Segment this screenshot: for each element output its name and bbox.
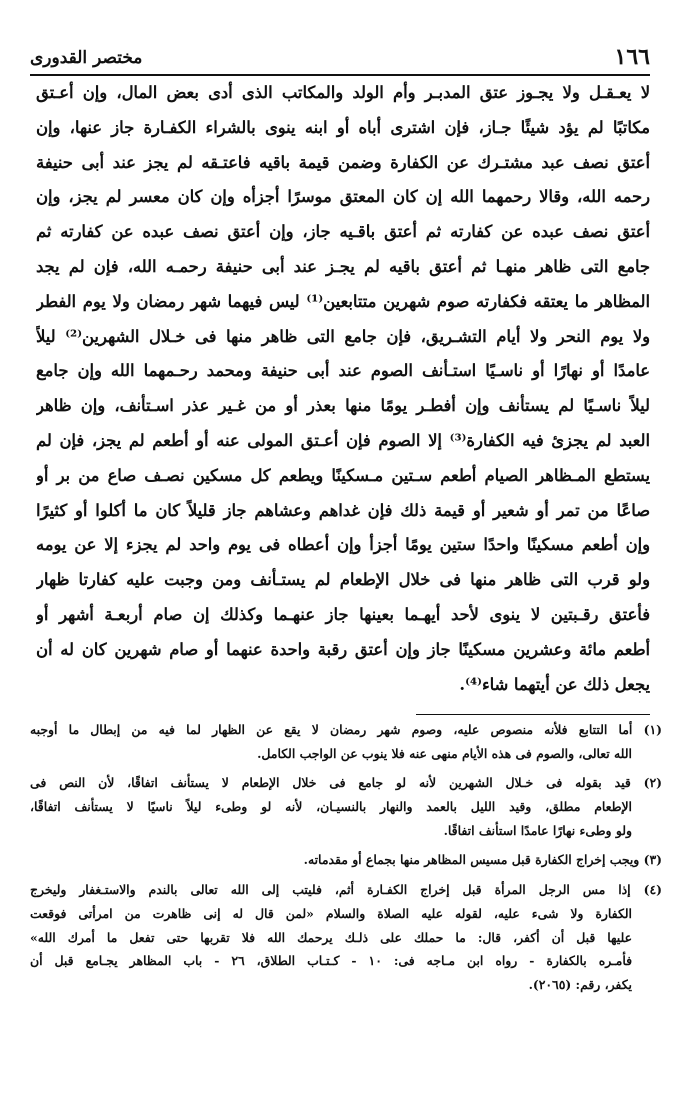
text-line: يجعل ذلك عن أيتهما شاء⁽⁴⁾.	[459, 674, 650, 694]
footnote-line: (٢) قيد بقوله فى خـلال الشهرين لأنه لو جامع فى خلال الإطعام لا يستأنف اتفاقًا، لأن النص فى	[30, 775, 662, 791]
footnote-line: الله تعالى، والصوم فى هذه الأيام منهى عنه فلا ينوب عن الواجب الكامل.	[257, 745, 632, 761]
footnote-line: ولو وطىء نهارًا عامدًا استأنف اتفاقًا.	[443, 822, 632, 838]
page-number: ١٦٦	[614, 44, 650, 70]
text-line: صاعًا من تمر أو شعير أو قيمة ذلك فإن غداهم وعشاهم جاز قليلاً كان ما أكلوا أو كثيرًا	[36, 500, 650, 520]
footnotes	[30, 718, 662, 1003]
text-line: ليلاً ناسـيًا لم يستأنف وإن أفطـر يومًا منها بعذر أو من غـير عذر اسـتأنف، وإن ظاهر	[36, 396, 650, 416]
footnote-4	[30, 878, 662, 996]
text-line: جامع التى ظاهر منهـا ثم أعتق باقيه لم يجـز عند أبى حنيفة رحمـه الله، فإن لم يجد	[36, 256, 650, 276]
text-line: وإن أطعم مسكينًا واحدًا ستين يومًا أجزأ وإن أعطاه فى يوم واحد لم يجزء إلا عن يومه	[36, 535, 650, 555]
text-line: أعتق نصف عبد مشتـرك عن الكفارة وضمن قيمة باقيه فاعتـقه لم يجز عند أبى حنيفة	[36, 152, 650, 172]
running-title: مختصر القدورى	[30, 48, 143, 68]
text-line: ولا يوم النحر ولا أيام التشـريق، فإن جامع التى ظاهر منها فى خـلال الشهرين⁽²⁾ ليلاً	[36, 326, 650, 346]
footnote-line: عليها قبل أن أكفر، قال: ما حملك على ذلـك يرحمك الله فلا تقربها حتى تفعل ما أمرك الله»	[30, 929, 632, 945]
text-line: أطعم مائة وعشرين مسكينًا جاز وإن أعتق رقبة واحدة عنهما أو صام شهرين كان له أن	[36, 639, 650, 659]
text-line: رحمه الله، وقالا رحمهما الله إن كان المعتق موسرًا أجزأه وإن كان معسر لم يجز، وإن	[36, 187, 650, 207]
main-text	[36, 76, 650, 702]
text-line: فأعتق رقـبتين لا ينوى لأحد أيهـما بعينها جاز عنهـما وكذلك إن صام أربعـة أشهر أو	[36, 604, 650, 624]
footnote-line: الإطعام مطلق، وقيد الليل بالعمد والنهار بالنسيـان، لأنه لو وطىء ليلاً ناسيًا لا يستأنف اتفاقًا،	[30, 799, 632, 815]
footnote-line: فأمـره بالكفارة - رواه ابن مـاجه فى: ١٠ - كـتـاب الطلاق، ٢٦ - باب المظاهر يجـامع قبل أن	[30, 953, 633, 969]
text-line: يستطع المـظاهر الصيام أطعم سـتين مـسكينًا ويطعم كل مسكين نصـف صاع من بر أو	[36, 465, 650, 485]
footnote-line: (١) أما التتابع فلأنه منصوص عليه، وصوم شهر رمضان لا يقع عن الظهار لما فيه من إبطال ما أوجبه	[30, 722, 662, 737]
footnote-2	[30, 771, 662, 842]
footnote-1	[30, 718, 662, 765]
text-line: لا يعـقـل ولا يجـوز عتق المدبـر وأم الولد والمكاتب الذى أدى بعض المال، وإن أعـتق	[36, 83, 650, 102]
footnote-line: يكفر، رقم: (٢٠٦٥).	[528, 976, 632, 992]
text-line: عامدًا أو نهارًا أو ناسـيًا استـأنف الصوم عند أبى حنيفة ومحمد رحـمهما الله وإن جامع	[36, 361, 650, 381]
page-header	[30, 30, 650, 76]
text-line: ولو قرب التى ظاهر منها فى خلال الإطعام لم يستـأنف ومن وجبت عليه كفارتا ظهار	[36, 570, 650, 590]
footnote-line: (٤) إذا مس الرجل المرأة قبل إخراج الكفـارة أثم، فليتب إلى الله تعالى بالندم والاستـغفار وليخرج	[30, 882, 662, 898]
footnote-line: الكفارة ولا شىء عليه، لقوله عليه الصلاة والسلام «لمن قال له إنى ظاهرت من امرأتى فوقعت	[30, 905, 632, 921]
text-line: العبد لم يجزئ فيه الكفارة⁽³⁾ إلا الصوم فإن أعـتق المولى عنه أو أطعم لم يجز، فإن لم	[36, 430, 650, 450]
text-line: أعتق نصف عبده عن كفارته ثم أعتق باقـيه جاز، وإن أعتق نصف عبده عن كفارته ثم	[36, 222, 650, 242]
text-line: مكاتبًا لم يؤد شيئًا جـاز، فإن اشترى أباه أو ابنه ينوى بالشراء الكفـارة جاز عنها، وإن	[36, 117, 650, 137]
text-line: المظاهر ما يعتقه فكفارته صوم شهرين متتابعين⁽¹⁾ ليس فيهما شهر رمضان ولا يوم الفطر	[36, 291, 650, 311]
footnote-separator	[416, 714, 650, 715]
footnote-3	[30, 848, 662, 872]
footnote-line: (٣) ويجب إخراج الكفارة قبل مسيس المظاهر منها بجماع أو مقدماته.	[303, 852, 662, 868]
